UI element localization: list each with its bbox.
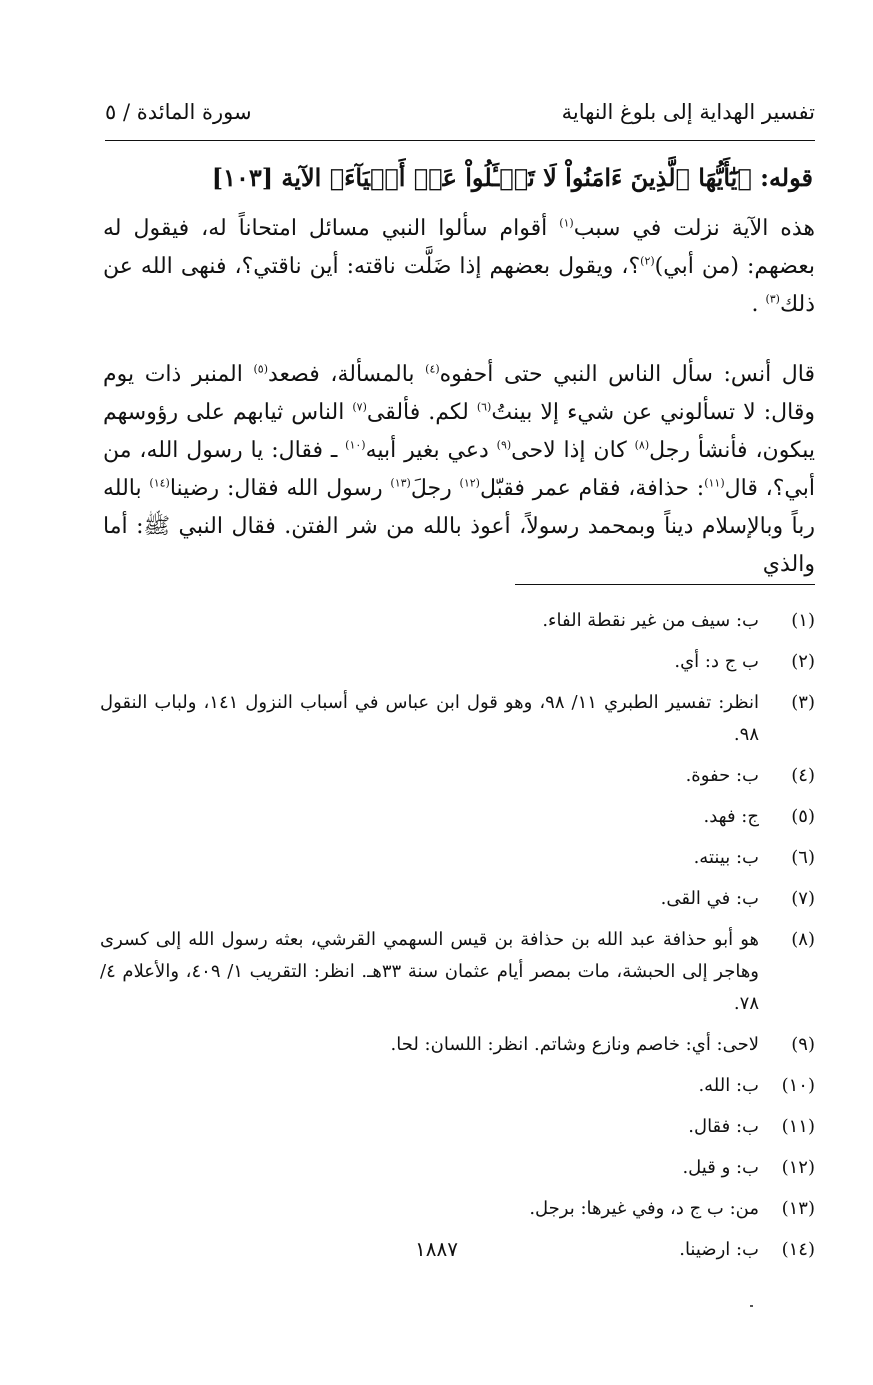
text-run: أقوام سألوا النبي مسائل امتحاناً له، فيقول له بعضهم: (من أبي) (103, 216, 815, 279)
page-number: ١٨٨٧ (415, 1237, 458, 1261)
footnote-text: هو أبو حذافة عبد الله بن حذافة بن قيس السهمي القرشي، بعثه رسول الله إلى كسرى وهاجر إلى الحبشة، مات بمصر أيام عثمان سنة ٣٣هـ. انظر: التقريب ١/ ٤٠٩، والأعلام ٤/ ٧٨. (100, 929, 759, 1014)
footnote-item (100, 924, 815, 1020)
footnote-item (100, 842, 815, 874)
paragraph-first (103, 210, 815, 324)
footnote-text: انظر: تفسير الطبري ١١/ ٩٨، وهو قول ابن عباس في أسباب النزول ١٤١، ولباب النقول ٩٨. (100, 692, 759, 745)
footnote-number: (٧) (791, 888, 815, 909)
footnote-ref: (٨) (634, 438, 650, 452)
text-run: ؟، ويقول بعضهم إذا ضَلَّت ناقته: أين ناقتي؟، فنهى الله عن ذلك (103, 254, 815, 317)
text-run: . (751, 292, 766, 317)
footnote-ref: (٤) (425, 362, 440, 376)
footnote-ref: (٣) (765, 292, 780, 306)
footnote-item (100, 687, 815, 751)
footnote-item (100, 1152, 815, 1184)
text-run: بالمسألة، فصعد (268, 362, 426, 387)
footnote-ref: (١٤) (149, 476, 170, 490)
book-title: تفسير الهداية إلى بلوغ النهاية (561, 100, 815, 124)
footnote-ref: (٦) (476, 400, 492, 414)
main-text (103, 210, 815, 584)
footnote-number: (١١) (781, 1116, 815, 1137)
footnote-ref: (١١) (704, 476, 725, 490)
footnote-ref: (١) (559, 216, 574, 230)
footnote-text: ب: و قيل. (682, 1157, 759, 1178)
surah-label: سورة المائدة / ٥ (105, 100, 252, 124)
text-run: ـ فقال: يا رسول الله، من أبي؟، قال (103, 438, 815, 501)
footnote-text: ب: فقال. (688, 1116, 759, 1137)
header-divider (105, 140, 815, 141)
text-run: دعي بغير أبيه (365, 438, 497, 463)
footnote-number: (٦) (791, 847, 815, 868)
running-header (105, 100, 815, 140)
text-run: الناس ثيابهم على رؤوسهم يبكون، فأنشأ رجل (103, 400, 815, 463)
footnote-text: لاحى: أي: خاصم ونازع وشاتم. انظر: اللسان: لحا. (390, 1034, 759, 1055)
text-run: لكم. فألقى (366, 400, 477, 425)
footnote-divider (515, 584, 815, 585)
footnote-text: ب: ارضينا. (679, 1239, 759, 1260)
footnote-text: ب: الله. (698, 1075, 759, 1096)
footnote-number: (١) (791, 610, 815, 631)
footnote-number: (١٤) (781, 1239, 815, 1260)
text-run: قال أنس: سأل الناس النبي حتى أحفوه (439, 362, 816, 387)
footnote-text: ب: حفوة. (685, 765, 759, 786)
footnote-text: ج: فهد. (703, 806, 759, 827)
footnote-number: (١٣) (781, 1198, 815, 1219)
footnote-item (100, 605, 815, 637)
text-run: المنبر ذات يوم وقال: لا تسألوني عن شيء إلا بينتُ (103, 362, 815, 425)
footnotes-list (100, 605, 815, 1275)
footnote-number: (٣) (791, 692, 815, 713)
footnote-text: ب: سيف من غير نقطة الفاء. (542, 610, 759, 631)
footnote-item (100, 646, 815, 678)
footnote-text: ب: بينته. (693, 847, 759, 868)
text-run: هذه الآية نزلت في سبب (573, 216, 815, 241)
footnote-number: (٥) (791, 806, 815, 827)
footnote-ref: (٥) (253, 362, 268, 376)
footnote-ref: (١٣) (390, 476, 411, 490)
footnote-number: (١٢) (781, 1157, 815, 1178)
footnote-item (100, 801, 815, 833)
text-run: : حذافة، فقام عمر فقبّل (479, 476, 705, 501)
verse-reference: الآية [١٠٣] (211, 163, 322, 192)
scan-speck (750, 1305, 753, 1307)
footnote-number: (٩) (791, 1034, 815, 1055)
footnote-text: ب ج د: أي. (674, 651, 759, 672)
verse-heading (103, 163, 813, 192)
footnote-ref: (٢) (640, 254, 655, 268)
footnote-number: (٨) (791, 929, 815, 950)
footnote-number: (٢) (791, 651, 815, 672)
footnote-ref: (٧) (352, 400, 367, 414)
text-run: كان إذا لاحى (511, 438, 635, 463)
verse-prefix: قوله: (760, 163, 813, 192)
footnote-item (100, 1029, 815, 1061)
footnote-text: ب: في القى. (660, 888, 759, 909)
quran-verse: ﴿يَٰٓأَيُّهَا ٱلَّذِينَ ءَامَنُواْ لَا تَسۡـَٔلُواْ عَنۡ أَشۡيَآءَ﴾ (329, 163, 752, 192)
footnote-item (100, 760, 815, 792)
footnote-item (100, 1070, 815, 1102)
footnote-ref: (٩) (496, 438, 512, 452)
footnote-item (100, 883, 815, 915)
paragraph-second (103, 356, 815, 584)
footnote-number: (٤) (791, 765, 815, 786)
footnote-item (100, 1193, 815, 1225)
footnote-ref: (١٢) (459, 476, 480, 490)
text-run: بالله رباً وبالإسلام ديناً وبمحمد رسولاً، أعوذ بالله من شر الفتن. فقال النبي ﷺ: أما والذي (103, 476, 815, 577)
footnote-ref: (١٠) (345, 438, 366, 452)
text-run: رجلَ (410, 476, 460, 501)
footnote-number: (١٠) (781, 1075, 815, 1096)
footnote-text: من: ب ج د، وفي غيرها: برجل. (529, 1198, 759, 1219)
text-run: رسول الله فقال: رضينا (169, 476, 391, 501)
footnote-item (100, 1111, 815, 1143)
